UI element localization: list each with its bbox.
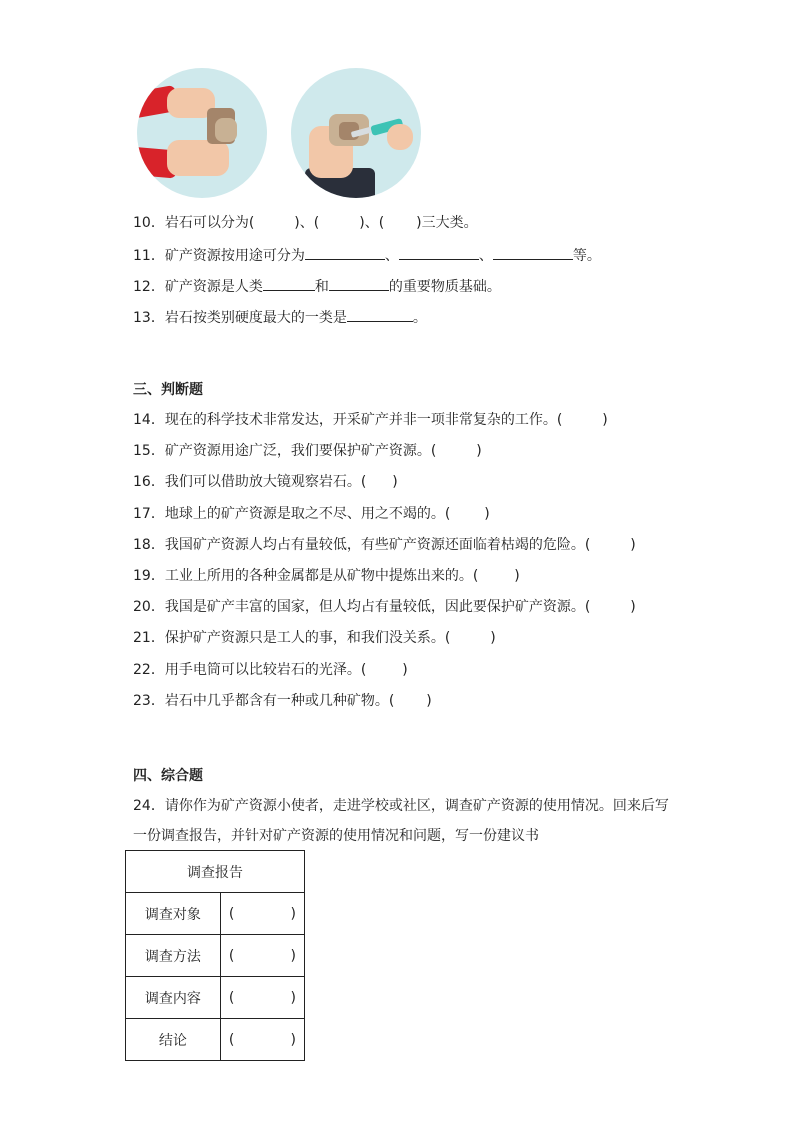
answer-blank[interactable]	[329, 276, 389, 291]
question-18: 18．我国矿产资源人均占有量较低，有些矿产资源还面临着枯竭的危险。( )	[133, 537, 636, 553]
table-row	[126, 935, 305, 977]
table-row	[126, 1019, 305, 1061]
report-row-label: 结论	[126, 1019, 221, 1061]
question-20: 20．我国是矿产丰富的国家，但人均占有量较低，因此要保护矿产资源。( )	[133, 599, 636, 615]
report-answer-cell[interactable]: ( )	[220, 1019, 304, 1061]
question-17: 17．地球上的矿产资源是取之不尽、用之不竭的。( )	[133, 506, 490, 522]
question-13: 13．岩石按类别硬度最大的一类是 。	[133, 307, 427, 327]
answer-blank[interactable]	[347, 307, 413, 322]
question-16: 16．我们可以借助放大镜观察岩石。( )	[133, 474, 398, 490]
photo-rocks-rubbing	[137, 68, 267, 198]
question-15: 15．矿产资源用途广泛，我们要保护矿产资源。( )	[133, 443, 482, 459]
question-24-line2: 一份调查报告，并针对矿产资源的使用情况和问题，写一份建议书	[133, 828, 539, 844]
section-title-judge: 三、判断题	[133, 382, 203, 398]
question-24-line1: 24．请你作为矿产资源小使者，走进学校或社区，调查矿产资源的使用情况。回来后写	[133, 798, 669, 814]
report-header: 调查报告	[126, 851, 305, 893]
question-14: 14．现在的科学技术非常发达，开采矿产并非一项非常复杂的工作。( )	[133, 412, 608, 428]
report-answer-cell[interactable]: ( )	[220, 977, 304, 1019]
answer-blank[interactable]	[305, 245, 385, 260]
report-row-label: 调查对象	[126, 893, 221, 935]
table-row	[126, 977, 305, 1019]
table-row	[126, 893, 305, 935]
report-row-label: 调查内容	[126, 977, 221, 1019]
photo-rock-knife	[291, 68, 421, 198]
answer-blank[interactable]	[493, 245, 573, 260]
section-title-comprehensive: 四、综合题	[133, 768, 203, 784]
report-answer-cell[interactable]: ( )	[220, 935, 304, 977]
question-10: 10．岩石可以分为( )、( )、( )三大类。	[133, 215, 478, 231]
question-12: 12．矿产资源是人类 和 的重要物质基础。	[133, 276, 501, 296]
question-22: 22．用手电筒可以比较岩石的光泽。( )	[133, 662, 408, 678]
answer-blank[interactable]	[399, 245, 479, 260]
question-19: 19．工业上所用的各种金属都是从矿物中提炼出来的。( )	[133, 568, 520, 584]
survey-report-table	[125, 850, 305, 1061]
question-23: 23．岩石中几乎都含有一种或几种矿物。( )	[133, 693, 432, 709]
question-11: 11．矿产资源按用途可分为 、 、 等。	[133, 245, 601, 265]
question-21: 21．保护矿产资源只是工人的事，和我们没关系。( )	[133, 630, 496, 646]
report-answer-cell[interactable]: ( )	[220, 893, 304, 935]
report-row-label: 调查方法	[126, 935, 221, 977]
answer-blank[interactable]	[263, 276, 315, 291]
